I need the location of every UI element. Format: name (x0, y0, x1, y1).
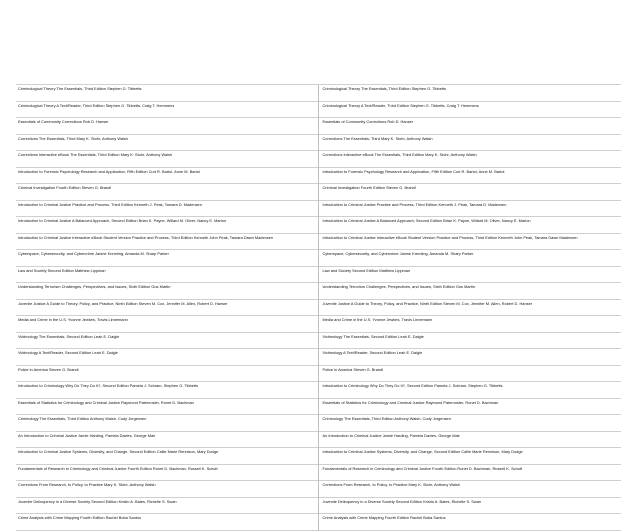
table-cell: An Introduction to Criminal Justice Jamie Harding, Pamela Davies, George Mair (319, 432, 622, 449)
table-cell: Victimology A Text/Reader, Second Edition Leah E. Daigle (319, 349, 622, 366)
table-cell: Essentials of Community Corrections Rob D. Hanser (319, 118, 622, 135)
table-cell: Cyberspace, Cybersecurity, and Cybercrime Janine Kremling, Amanda M. Sharp Parker (16, 250, 318, 267)
table-cell: Criminological Theory The Essentials, Third Edition Stephen G. Tibbetts (319, 85, 622, 102)
table-cell: Criminological Theory A Text/Reader, Third Edition Stephen G. Tibbetts, Craig T. Hemmens (16, 102, 318, 119)
table-cell: Juvenile Delinquency in a Diverse Society Second Edition Kristin A. Bates, Richelle S. Swan (319, 498, 622, 515)
table-cell: Introduction to Forensic Psychology Research and Application, Fifth Edition Curt R. Bartol, Anne M. Bartol (16, 168, 318, 185)
table-cell: Introduction to Criminal Justice Interactive eBook Student Version Practice and Process, Third Edition Kenneth John Peak, Tamara Dawn Madensen (16, 234, 318, 251)
table-cell: Introduction to Criminal Justice Systems, Diversity, and Change, Second Edition Callie Marie Rennison, Mary Dodge (319, 448, 622, 465)
left-column (16, 85, 319, 531)
table-cell: Introduction to Criminal Justice Systems, Diversity, and Change, Second Edition Callie Marie Rennison, Mary Dodge (16, 448, 318, 465)
table-cell: Criminological Theory A Text/Reader, Third Edition Stephen G. Tibbetts, Craig T. Hemmens (319, 102, 622, 119)
table-cell: Understanding Terrorism Challenges, Perspectives, and Issues, Sixth Edition Gus Martin (319, 283, 622, 300)
table-cell: Victimology The Essentials, Second Edition Leah E. Daigle (319, 333, 622, 350)
table-cell: Media and Crime in the U.S. Yvonne Jewkes, Travis Linnemann (16, 316, 318, 333)
table-cell: Police in America Steven G. Brandl (16, 366, 318, 383)
table-cell: An Introduction to Criminal Justice Jamie Harding, Pamela Davies, George Mair (16, 432, 318, 449)
table-cell: Introduction to Criminal Justice Practice and Process, Third Edition Kenneth J. Peak, Tamara D. Madensen (319, 201, 622, 218)
table-cell: Police in America Steven G. Brandl (319, 366, 622, 383)
table-cell: Corrections The Essentials, Third Mary K. Stohr, Anthony Walsh (16, 135, 318, 152)
table-cell: Crime Analysis with Crime Mapping Fourth Edition Rachel Boba Santos (319, 514, 622, 531)
table-cell: Juvenile Justice A Guide to Theory, Policy, and Practice, Ninth Edition Steven M. Cox, Jennifer M. Allen, Robert D. Hanser (319, 300, 622, 317)
table-cell: Criminology The Essentials, Third Edition Anthony Walsh, Cody Jorgensen (319, 415, 622, 432)
table-cell: Essentials of Statistics for Criminology and Criminal Justice Raymond Paternoster, Ronet D. Bachman (16, 399, 318, 416)
table-cell: Victimology The Essentials, Second Edition Leah E. Daigle (16, 333, 318, 350)
table-cell: Corrections From Research, to Policy, to Practice Mary K. Stohr, Anthony Walsh (319, 481, 622, 498)
table-cell: Fundamentals of Research in Criminology and Criminal Justice Fourth Edition Ronet D. Bachman, Russell K. Schutt (319, 465, 622, 482)
table-cell: Introduction to Criminology Why Do They Do It?, Second Edition Pamela J. Schram, Stephen G. Tibbetts (16, 382, 318, 399)
table-cell: Introduction to Criminal Justice A Balanced Approach, Second Edition Brian K. Payne, Willard M. Oliver, Nancy E. Marion (319, 217, 622, 234)
table-cell: Juvenile Delinquency in a Diverse Society Second Edition Kristin A. Bates, Richelle S. Swan (16, 498, 318, 515)
table-cell: Criminal Investigation Fourth Edition Steven G. Brandl (319, 184, 622, 201)
table-cell: Fundamentals of Research in Criminology and Criminal Justice Fourth Edition Ronet D. Bachman, Russell K. Schutt (16, 465, 318, 482)
table-cell: Law and Society Second Edition Matthew Lippman (16, 267, 318, 284)
table-cell: Essentials of Community Corrections Rob D. Hanser (16, 118, 318, 135)
table-cell: Criminal Investigation Fourth Edition Steven G. Brandl (16, 184, 318, 201)
table-cell: Introduction to Criminology Why Do They Do It?, Second Edition Pamela J. Schram, Stephen G. Tibbetts (319, 382, 622, 399)
table-cell: Corrections From Research, to Policy, to Practice Mary K. Stohr, Anthony Walsh (16, 481, 318, 498)
table-cell: Criminological Theory The Essentials, Third Edition Stephen G. Tibbetts (16, 85, 318, 102)
table-cell: Victimology A Text/Reader, Second Edition Leah E. Daigle (16, 349, 318, 366)
table-cell: Juvenile Justice A Guide to Theory, Policy, and Practice, Ninth Edition Steven M. Cox, Jennifer M. Allen, Robert D. Hanser (16, 300, 318, 317)
table-cell: Essentials of Statistics for Criminology and Criminal Justice Raymond Paternoster, Ronet D. Bachman (319, 399, 622, 416)
table-cell: Understanding Terrorism Challenges, Perspectives, and Issues, Sixth Edition Gus Martin (16, 283, 318, 300)
table-cell: Media and Crime in the U.S. Yvonne Jewkes, Travis Linnemann (319, 316, 622, 333)
table-cell: Corrections The Essentials, Third Mary K. Stohr, Anthony Walsh (319, 135, 622, 152)
table-cell: Cyberspace, Cybersecurity, and Cybercrime Janine Kremling, Amanda M. Sharp Parker (319, 250, 622, 267)
table-cell: Corrections Interactive eBook The Essentials, Third Edition Mary K. Stohr, Anthony Walsh (16, 151, 318, 168)
table-cell: Law and Society Second Edition Matthew Lippman (319, 267, 622, 284)
right-column (319, 85, 622, 531)
table-cell: Introduction to Forensic Psychology Research and Application, Fifth Edition Curt R. Bartol, Anne M. Bartol (319, 168, 622, 185)
table-cell: Introduction to Criminal Justice Interactive eBook Student Version Practice and Process, Third Edition Kenneth John Peak, Tamara Dawn Madensen (319, 234, 622, 251)
book-list-table (16, 84, 621, 531)
table-cell: Corrections Interactive eBook The Essentials, Third Edition Mary K. Stohr, Anthony Walsh (319, 151, 622, 168)
table-cell: Crime Analysis with Crime Mapping Fourth Edition Rachel Boba Santos (16, 514, 318, 531)
table-cell: Introduction to Criminal Justice A Balanced Approach, Second Edition Brian K. Payne, Willard M. Oliver, Nancy E. Marion (16, 217, 318, 234)
table-cell: Introduction to Criminal Justice Practice and Process, Third Edition Kenneth J. Peak, Tamara D. Madensen (16, 201, 318, 218)
table-cell: Criminology The Essentials, Third Edition Anthony Walsh, Cody Jorgensen (16, 415, 318, 432)
